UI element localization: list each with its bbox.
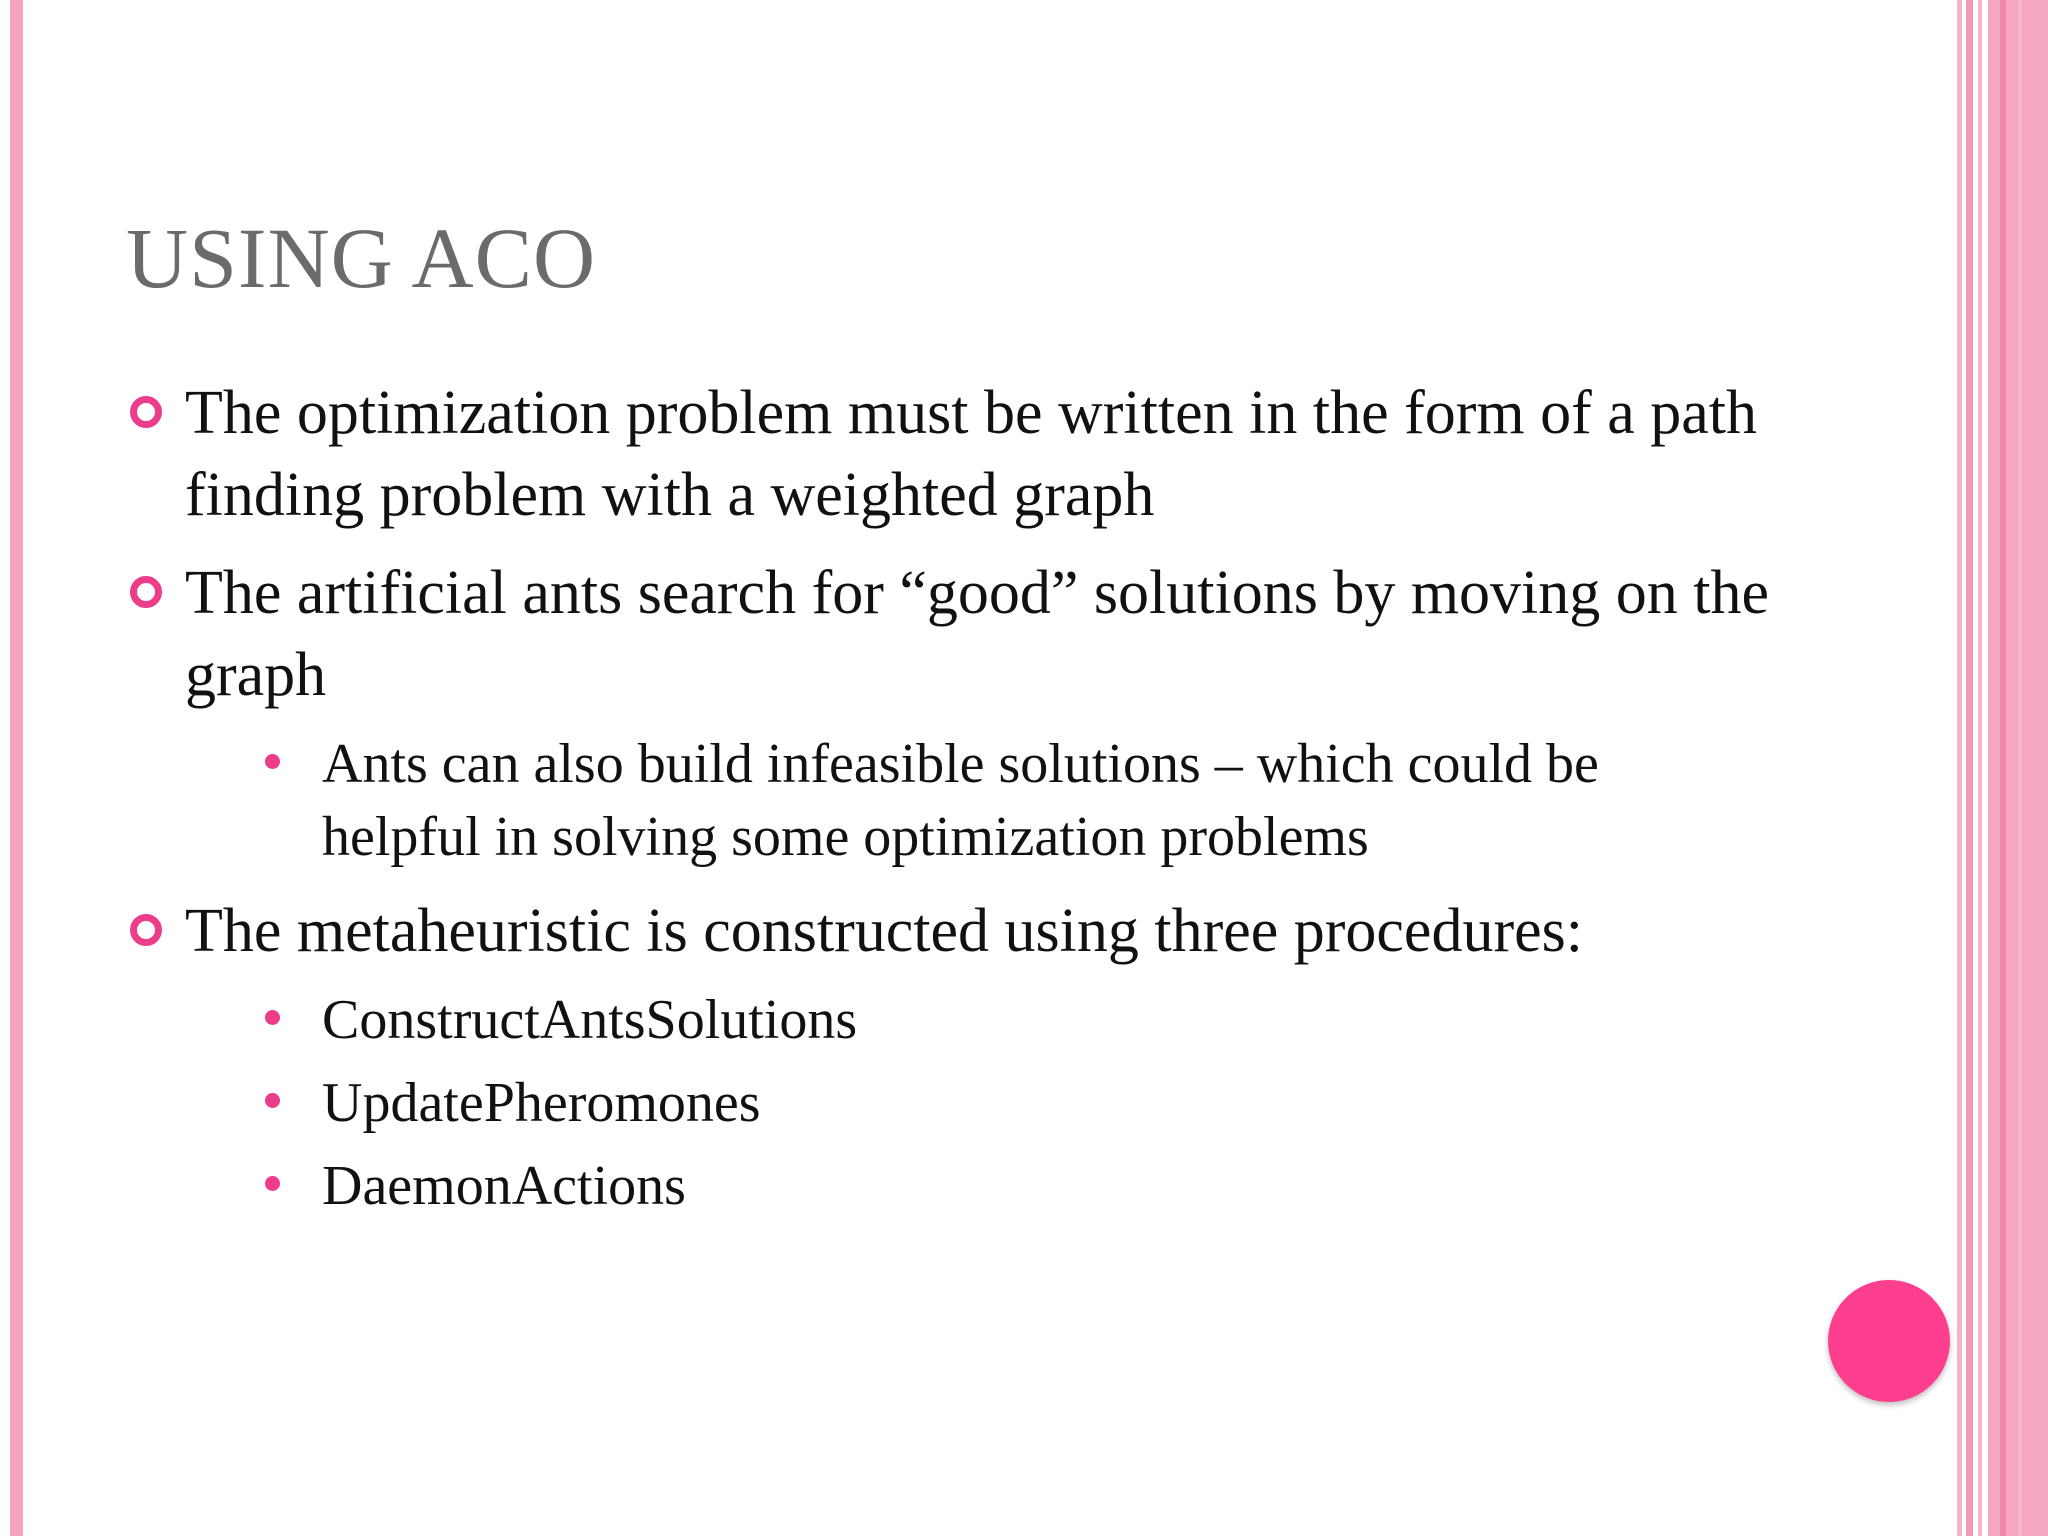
right-decorative-stripe — [2000, 0, 2006, 1536]
bullet-item — [130, 372, 1770, 536]
sub-bullet-text: UpdatePheromones — [322, 1072, 761, 1134]
bullet-text: The metaheuristic is constructed using three procedures: — [185, 897, 1583, 965]
slide-title: USING ACO — [126, 210, 597, 306]
right-decorative-stripe — [1978, 0, 1982, 1536]
sub-bullet-list — [185, 984, 1770, 1223]
right-decorative-stripe — [2018, 0, 2022, 1536]
dot-bullet-icon — [265, 754, 280, 769]
bullet-list — [130, 372, 1770, 1239]
ring-bullet-icon — [130, 396, 162, 428]
bullet-item — [130, 552, 1770, 874]
sub-bullet-item — [185, 1067, 1770, 1140]
dot-bullet-icon — [265, 1093, 280, 1108]
dot-bullet-icon — [265, 1010, 280, 1025]
ring-bullet-icon — [130, 576, 162, 608]
left-decorative-bar — [10, 0, 23, 1536]
right-decorative-stripe — [1957, 0, 1962, 1536]
ring-bullet-icon — [130, 914, 162, 946]
sub-bullet-item — [185, 1150, 1770, 1223]
dot-bullet-icon — [265, 1176, 280, 1191]
sub-bullet-text: DaemonActions — [322, 1155, 686, 1217]
bullet-item — [130, 890, 1770, 1223]
bullet-text: The artificial ants search for “good” solutions by moving on the graph — [185, 559, 1770, 709]
sub-bullet-text: Ants can also build infeasible solutions – which could be helpful in solving some optimization problems — [322, 733, 1599, 868]
right-decorative-stripe — [1966, 0, 1973, 1536]
sub-bullet-text: ConstructAntsSolutions — [322, 989, 858, 1051]
sub-bullet-item — [185, 728, 1770, 874]
bullet-text: The optimization problem must be written in the form of a path finding problem with a weighted graph — [185, 379, 1758, 529]
decorative-pink-circle — [1828, 1280, 1950, 1402]
sub-bullet-item — [185, 984, 1770, 1057]
sub-bullet-list — [185, 728, 1770, 874]
